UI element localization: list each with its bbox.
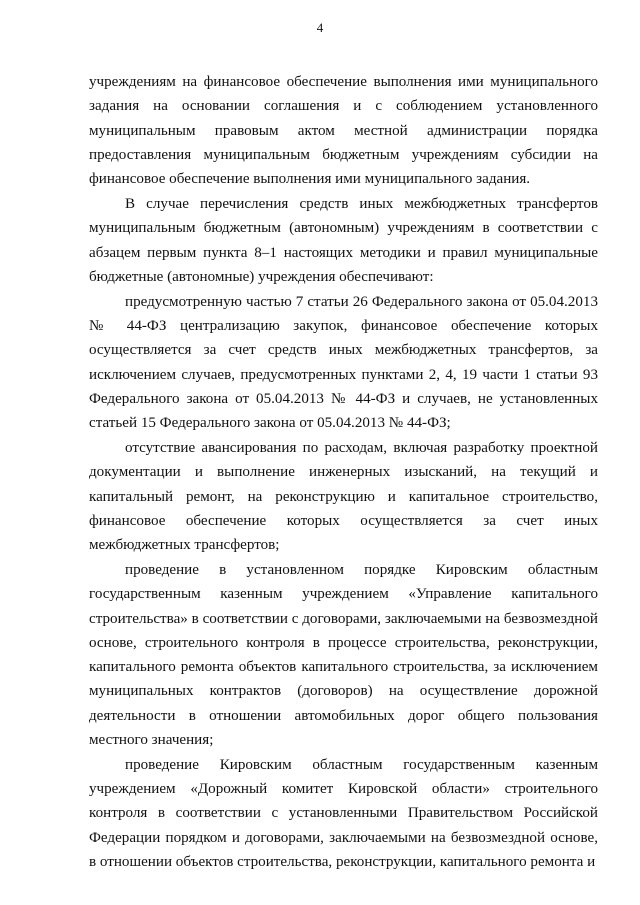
paragraph-construction-control: проведение в установленном порядке Кировским областным государственным казенным учреждением «Управление капитального строительства» в соответствии с договорами, заключаемыми на безвозмездной основе, строительного контроля в процессе строительства, реконструкции, капитального ремонта объектов капитального строительства, за исключением муниципальных контрактов (договоров) на осуществление дорожной деятельности в отношении автомобильных дорог общего пользования местного значения;: [89, 561, 598, 749]
paragraph-transfers-intro: В случае перечисления средств иных межбюджетных трансфертов муниципальным бюджетным (автономным) учреждениям в соответствии с абзацем первым пункта 8–1 настоящих методики и правил муниципальные бюджетные (автономные) учреждения обеспечивают:: [89, 195, 598, 285]
paragraph-continuation: учреждениям на финансовое обеспечение выполнения ими муниципального задания на основании соглашения и с соблюдением установленного муниципальным правовым актом местной администрации порядка предоставления муниципальным бюджетным учреждениям субсидии на финансовое обеспечение выполнения ими муниципального задания.: [89, 74, 598, 188]
paragraph-no-advance-payment: отсутствие авансирования по расходам, включая разработку проектной документации и выполнение инженерных изысканий, на текущий и капитальный ремонт, на реконструкцию и капитальное строительство, финансовое обеспечение которых осуществляется за счет иных межбюджетных трансфертов;: [89, 439, 598, 554]
paragraph-road-committee-control: проведение Кировским областным государственным казенным учреждением «Дорожный комитет Кировской области» строительного контроля в соответствии с установленными Правительством Российской Федерации порядком и договорами, заключаемыми на безвозмездной основе, в отношении объектов строительства, реконструкции, капитального ремонта и: [89, 756, 598, 870]
document-body: [89, 70, 598, 875]
paragraph-centralized-procurement: предусмотренную частью 7 статьи 26 Федерального закона от 05.04.2013 № 44-ФЗ централизацию закупок, финансовое обеспечение которых осуществляется за счет средств иных межбюджетных трансфертов, за исключением случаев, предусмотренных пунктами 2, 4, 19 части 1 статьи 93 Федерального закона от 05.04.2013 № 44-ФЗ и случаев, не установленных статьей 15 Федерального закона от 05.04.2013 № 44-ФЗ;: [89, 293, 598, 432]
page-number: 4: [316, 20, 324, 35]
